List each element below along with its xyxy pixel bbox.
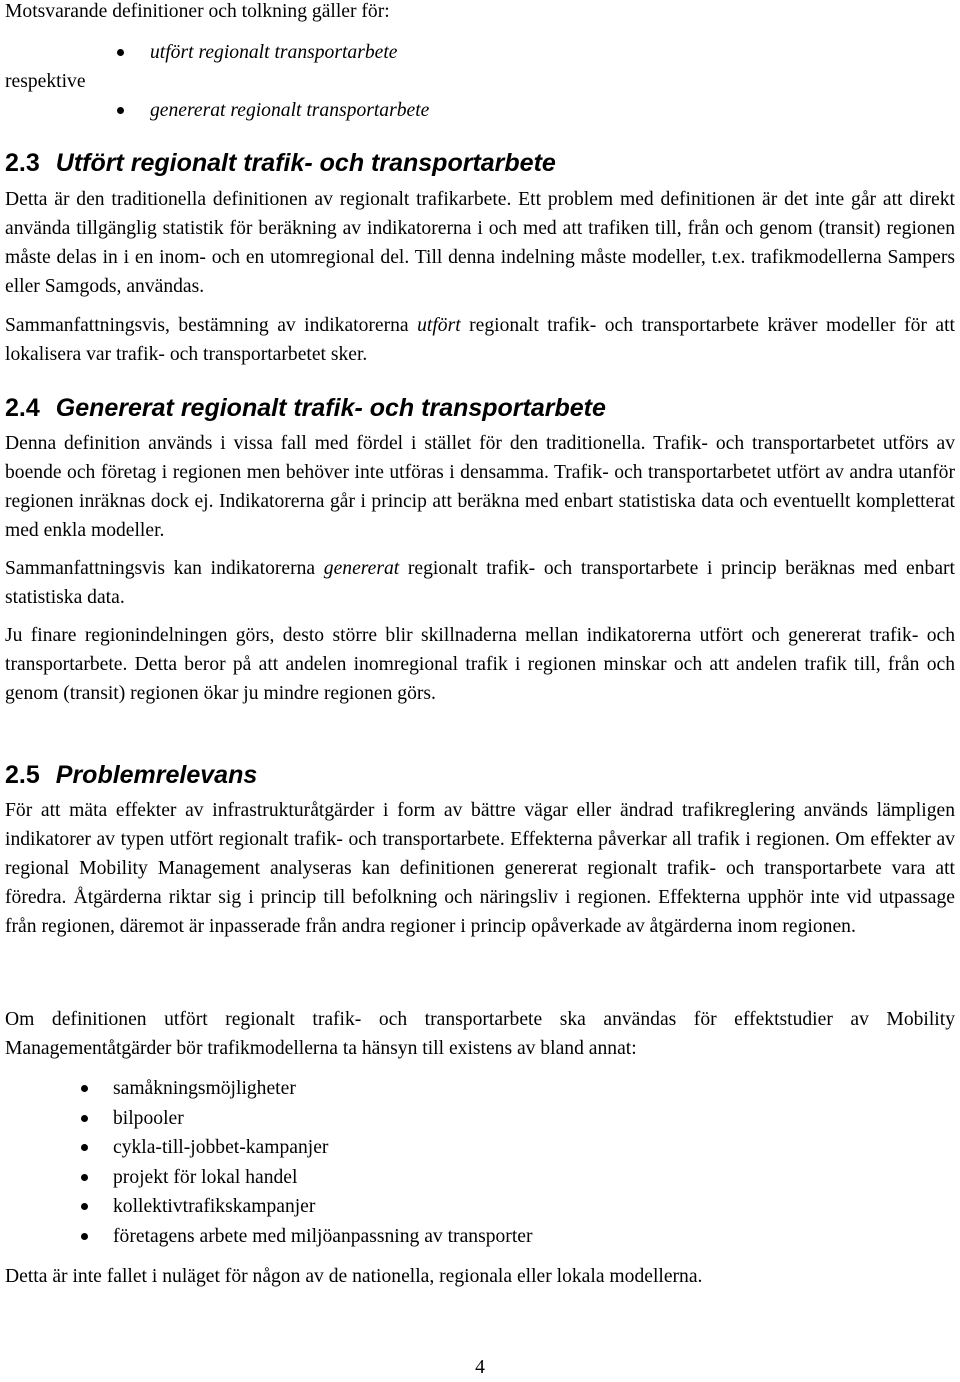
paragraph: För att mäta effekter av infrastrukturåtgärder i form av bättre vägar eller ändrad trafikreglering används lämpligen indikatorer av typen utfört regionalt trafik- och transportarbete. Effekterna påverkar all trafik i regionen. Om effekter av regional Mobility Management analyseras kan definitionen genererat regionalt trafik- och transportarbete vara att föredra. Åtgärderna riktar sig i princip till befolkning och näringsliv i regionen. Effekterna upphör inte vid utpassage från regionen, däremot är inpasserade från andra regioner i princip opåverkade av åtgärderna inom regionen. <box>5 800 955 937</box>
paragraph: Ju finare regionindelningen görs, desto större blir skillnaderna mellan indikatorerna utfört och genererat trafik- och transportarbete. Detta beror på att andelen inomregional trafik i regionen minskar och att andelen trafik till, från och genom (transit) regionen ökar ju mindre regionen görs. <box>5 625 955 704</box>
bullet-dot-icon <box>81 1174 88 1181</box>
respektive-text: respektive <box>5 71 86 92</box>
bullet-dot-icon <box>81 1144 88 1151</box>
section-heading-2-3 <box>5 148 955 178</box>
emphasis: genererat <box>323 558 400 579</box>
section-heading-2-5 <box>5 760 955 790</box>
section-number: 2.4 <box>5 394 40 422</box>
section-number: 2.3 <box>5 149 40 177</box>
section-title: Utfört regionalt trafik- och transportarbete <box>55 149 556 177</box>
page-number: 4 <box>475 1357 485 1378</box>
paragraph: Sammanfattningsvis kan indikatorerna genererat regionalt trafik- och transportarbete i princip beräknas med enbart statistiska data. <box>5 558 955 608</box>
paragraph: Detta är den traditionella definitionen av regionalt trafikarbete. Ett problem med definitionen är det inte går att direkt använda tillgänglig statistik för beräkning av indikatorerna i och med att trafiken till, från och genom (transit) regionen måste delas in i en inom- och en utomregional del. Till denna indelning måste modeller, t.ex. trafikmodellerna Sampers eller Samgods, användas. <box>5 189 955 297</box>
section-number: 2.5 <box>5 761 40 789</box>
bullet-dot-icon <box>81 1085 88 1092</box>
section-title: Genererat regionalt trafik- och transportarbete <box>55 394 606 422</box>
bullet-dot-icon <box>117 49 124 56</box>
emphasis: utfört <box>417 315 461 336</box>
bullet-dot-icon <box>81 1203 88 1210</box>
bullet-dot-icon <box>117 107 124 114</box>
bullet-dot-icon <box>81 1115 88 1122</box>
document-page: Motsvarande definitioner och tolkning gäller för: utfört regionalt transportarbete respektive genererat regionalt transportarbete 2.3 Utfört regionalt trafik- och transportarbete Detta är den traditionella definitionen av regionalt trafikarbete. Ett problem med definitionen är det inte går att direkt använda tillgänglig statistik för beräkning av indikatorerna i och med att trafiken till, från och genom (transit) regionen måste delas in i en inom- och en utomregional del. Till denna indelning måste modeller, t.ex. trafikmodellerna Sampers eller Samgods, användas. Sammanfattningsvis, bestämning av indikatorerna utfört regionalt trafik- och transportarbete kräver modeller för att lokalisera var trafik- och transportarbetet sker. 2.4 Genererat regionalt trafik- och transportarbete Denna definition används i vissa fall med fördel i stället för den traditionella. Trafik- och transportarbetet utförs av boende och företag i regionen men behöver inte utföras i densamma. Trafik- och transportarbetet utfört av andra utanför regionen inräknas dock ej. Indikatorerna går i princip att beräkna med enbart statistiska data och eventuellt kompletterat med enkla modeller. Sammanfattningsvis kan indikatorerna genererat regionalt trafik- och transportarbete i princip beräknas med enbart statistiska data. Ju finare regionindelningen görs, desto större blir skillnaderna mellan indikatorerna utfört och genererat trafik- och transportarbete. Detta beror på att andelen inomregional trafik i regionen minskar och att andelen trafik till, från och genom (transit) regionen ökar ju mindre regionen görs. 2.5 Problemrelevans För att mäta effekter av infrastrukturåtgärder i form av bättre vägar eller ändrad trafikreglering används lämpligen indikatorer av typen utfört regionalt trafik- och transportarbete. Effekterna påverkar all trafik i regionen. Om effekter av regional Mobility Management analyseras kan definitionen genererat regionalt trafik- och transportarbete vara att föredra. Åtgärderna riktar sig i princip till befolkning och näringsliv i regionen. Effekterna upphör inte vid utpassage från regionen, däremot är inpasserade från andra regioner i princip opåverkade av åtgärderna inom regionen. Om definitionen utfört regionalt trafik- och transportarbete ska användas för effektstudier av Mobility Managementåtgärder bör trafikmodellerna ta hänsyn till existens av bland annat: samåkningsmöjligheter bilpooler cykla-till-jobbet-kampanjer projekt för lokal handel kollektivtrafikskampanjer företagens arbete med miljöanpassning av transporter Detta är inte fallet i nuläget för någon av de nationella, regionala eller lokala modellerna. 4 <box>0 0 960 1380</box>
paragraph: Om definitionen utfört regionalt trafik- och transportarbete ska användas för effektstudier av Mobility Managementåtgärder bör trafikmodellerna ta hänsyn till existens av bland annat: <box>5 1009 955 1059</box>
section-title: Problemrelevans <box>55 761 258 789</box>
bullet-dot-icon <box>81 1233 88 1240</box>
section-heading-2-4 <box>5 393 955 423</box>
paragraph: Sammanfattningsvis, bestämning av indikatorerna utfört regionalt trafik- och transportarbete kräver modeller för att lokalisera var trafik- och transportarbetet sker. <box>5 315 956 365</box>
paragraph: Denna definition används i vissa fall med fördel i stället för den traditionella. Trafik- och transportarbetet utförs av boende och företag i regionen men behöver inte utföras i densamma. Trafik- och transportarbetet utfört av andra utanför regionen inräknas dock ej. Indikatorerna går i princip att beräkna med enbart statistiska data och eventuellt kompletterat med enkla modeller. <box>5 433 955 541</box>
paragraph: Detta är inte fallet i nuläget för någon av de nationella, regionala eller lokala modellerna. <box>5 1266 703 1287</box>
intro-line: Motsvarande definitioner och tolkning gäller för: <box>5 1 390 22</box>
